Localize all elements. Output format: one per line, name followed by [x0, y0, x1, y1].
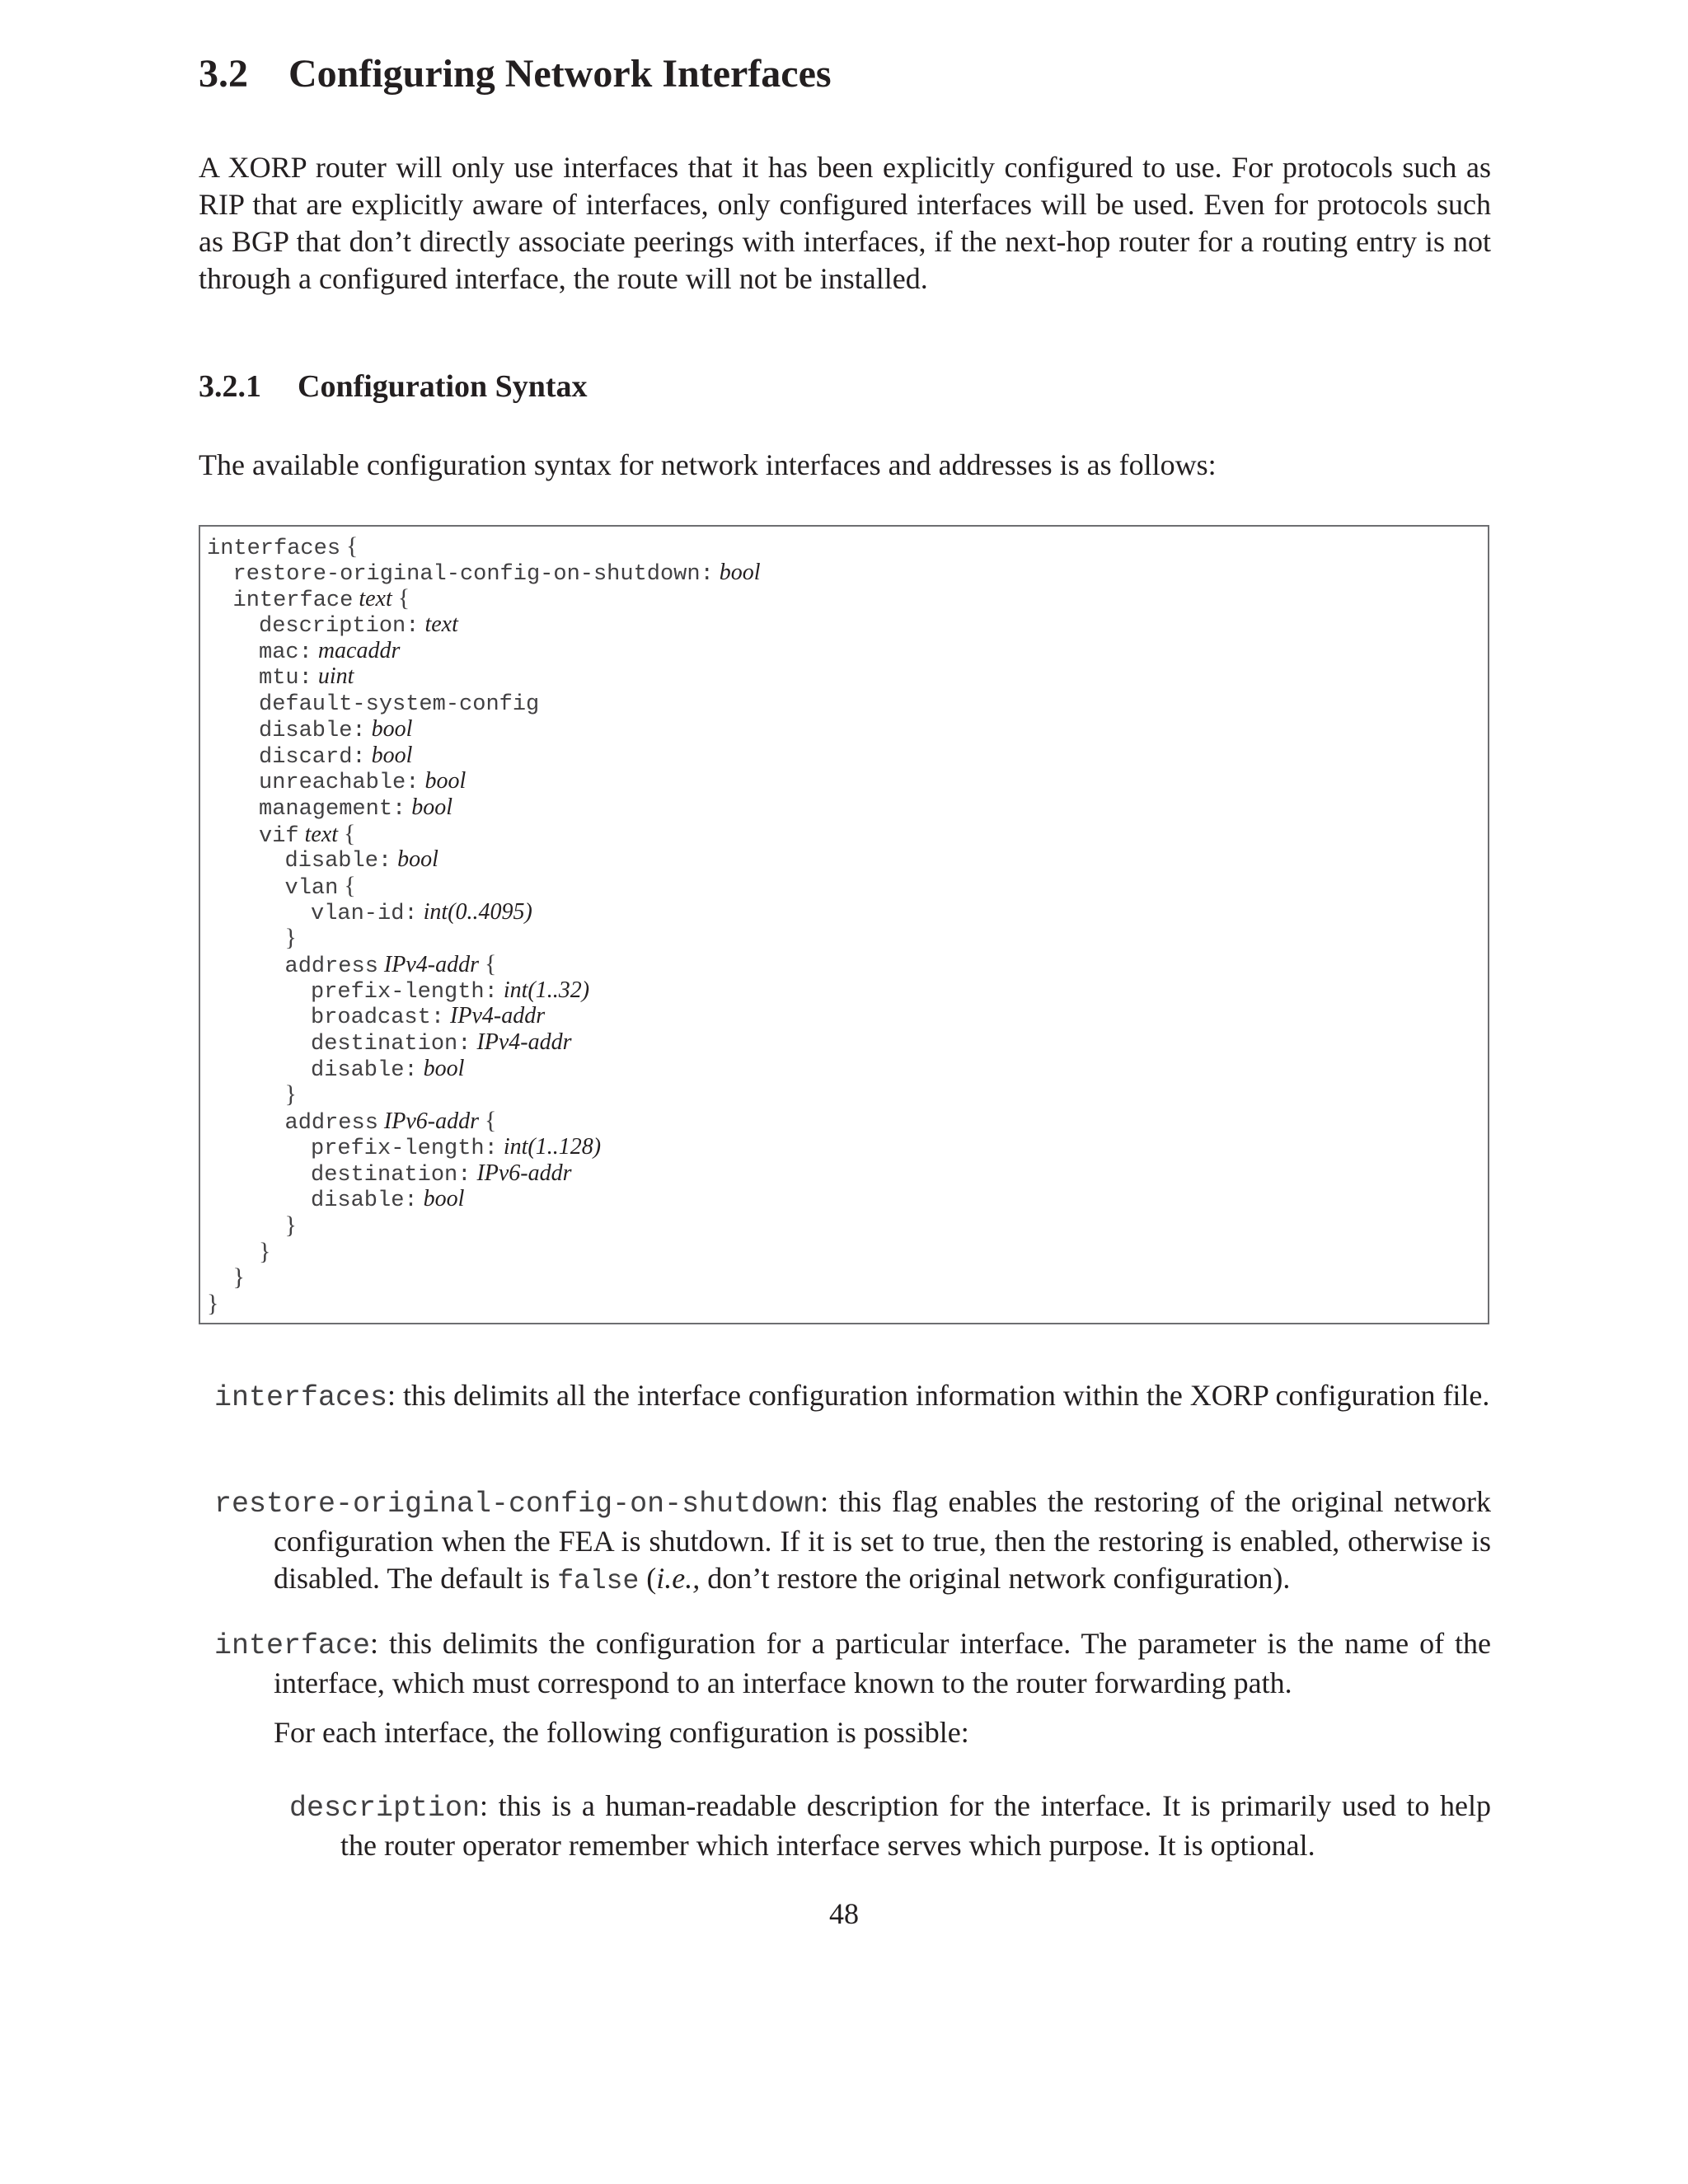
code-keyword: address: [284, 1111, 378, 1137]
code-brace: {: [485, 950, 497, 977]
definition-interfaces: [214, 1377, 1491, 1417]
definition-text: : this delimits all the interface configuration information within the XORP configuration file.: [387, 1379, 1490, 1412]
code-keyword: disable:: [311, 1188, 418, 1214]
code-line: [207, 1264, 761, 1291]
page-number: 48: [829, 1897, 859, 1930]
syntax-intro-paragraph: The available configuration syntax for network interfaces and addresses is as follows:: [199, 448, 1217, 481]
code-keyword: discard:: [259, 744, 366, 770]
intro-paragraph: A XORP router will only use interfaces that it has been explicitly configured to use. For protocols such as RIP that are explicitly aware of interfaces, only configured interfaces will be used. Even for protocols such as BGP that don’t directly associate peerings with interfaces, if the next-hop router for a routing entry is not through a configured interface, the route will not be installed.: [199, 151, 1491, 295]
configuration-syntax-code-block: [199, 525, 1489, 1324]
code-brace: {: [344, 871, 356, 899]
code-type: IPv6-addr: [383, 1108, 479, 1135]
code-brace: {: [397, 584, 410, 612]
code-type: IPv4-addr: [383, 952, 479, 977]
code-line: [207, 1029, 761, 1056]
section-heading: [199, 51, 832, 96]
code-brace: }: [207, 1289, 219, 1317]
interface-config-intro: For each interface, the following configuration is possible:: [274, 1716, 969, 1749]
code-line: [207, 690, 761, 716]
code-type: macaddr: [317, 637, 401, 663]
code-keyword: disable:: [311, 1057, 418, 1083]
code-line: [207, 1107, 761, 1137]
code-keyword: interface: [232, 588, 354, 614]
code-line: [207, 533, 761, 560]
code-brace: {: [346, 532, 359, 560]
code-line: [207, 1081, 761, 1108]
code-keyword: destination:: [311, 1162, 471, 1188]
code-line: [207, 743, 761, 769]
code-line: [207, 663, 761, 690]
subsection-number: 3.2.1: [199, 369, 261, 404]
code-line: [207, 638, 761, 664]
definition-text-ie: i.e.,: [656, 1562, 701, 1595]
code-keyword: restore-original-config-on-shutdown:: [232, 561, 714, 587]
code-keyword: mac:: [259, 640, 312, 665]
code-type: uint: [317, 663, 354, 690]
definition-term: restore-original-config-on-shutdown: [214, 1488, 821, 1521]
code-keyword: default-system-config: [259, 692, 540, 718]
code-brace: }: [284, 1211, 297, 1239]
code-keyword: destination:: [311, 1032, 471, 1057]
code-line: [207, 1056, 761, 1082]
code-line: [207, 1239, 761, 1265]
code-line: [207, 1134, 761, 1160]
code-line: [207, 1186, 761, 1212]
definition-term: interfaces: [214, 1381, 388, 1414]
code-type: text: [304, 821, 339, 847]
code-type: IPv4-addr: [450, 1003, 546, 1029]
code-type: bool: [423, 1055, 465, 1081]
code-type: IPv4-addr: [476, 1029, 572, 1056]
code-keyword: description:: [259, 614, 420, 640]
code-type: int(1..32): [503, 977, 590, 1003]
code-keyword: prefix-length:: [311, 1136, 498, 1161]
code-line: [207, 612, 761, 638]
code-type: int(0..4095): [423, 898, 532, 925]
subsection-title: Configuration Syntax: [298, 369, 588, 404]
code-type: int(1..128): [503, 1133, 602, 1160]
code-line: [207, 768, 761, 794]
code-keyword: disable:: [284, 849, 392, 874]
code-brace: }: [284, 1080, 297, 1108]
code-type: bool: [423, 1186, 465, 1212]
code-type: bool: [719, 559, 761, 585]
code-lines: [207, 533, 761, 1317]
section-number: 3.2: [199, 52, 248, 96]
code-line: [207, 899, 761, 926]
code-line: [207, 821, 761, 847]
code-line: [207, 846, 761, 873]
code-type: bool: [411, 794, 453, 820]
definition-term: description: [289, 1792, 481, 1825]
inline-code-false: false: [557, 1566, 640, 1596]
code-type: bool: [397, 846, 438, 873]
code-brace: }: [259, 1237, 271, 1265]
code-line: [207, 977, 761, 1004]
code-keyword: vlan: [284, 875, 339, 901]
code-brace: {: [485, 1107, 497, 1135]
code-keyword: address: [284, 954, 378, 979]
definition-text-after: don’t restore the original network configuration).: [700, 1562, 1291, 1595]
code-keyword: management:: [259, 796, 406, 822]
code-line: [207, 1212, 761, 1239]
definition-text: : this is a human-readable description for the interface. It is primarily used to help the router operator remember which interface serves which purpose. It is optional.: [340, 1789, 1491, 1862]
code-line: [207, 1291, 761, 1317]
definition-interface: [214, 1625, 1491, 1702]
code-keyword: unreachable:: [259, 771, 420, 796]
code-line: [207, 794, 761, 821]
code-brace: }: [284, 924, 297, 952]
code-type: text: [359, 586, 392, 612]
definition-text: : this flag enables the restoring of the original network configuration when the FEA is shutdown. If it is set to true, then the restoring is enabled, otherwise is disabled. The default is: [274, 1485, 1491, 1595]
code-line: [207, 1003, 761, 1029]
code-keyword: disable:: [259, 718, 366, 743]
code-type: bool: [371, 742, 413, 768]
code-brace: {: [344, 819, 356, 847]
code-brace: }: [232, 1263, 245, 1291]
definition-restore-original-config: [214, 1483, 1491, 1600]
code-keyword: interfaces: [207, 537, 341, 561]
code-keyword: mtu:: [259, 666, 312, 691]
code-type: bool: [371, 715, 413, 742]
definition-text-paren: (: [639, 1562, 657, 1595]
code-line: [207, 925, 761, 951]
definition-description: [289, 1788, 1491, 1864]
code-keyword: vif: [259, 823, 299, 849]
code-line: [207, 951, 761, 977]
definition-term: interface: [214, 1629, 371, 1662]
code-line: [207, 1160, 761, 1187]
section-title: Configuring Network Interfaces: [288, 52, 832, 96]
code-line: [207, 873, 761, 899]
code-keyword: vlan-id:: [311, 901, 418, 926]
code-line: [207, 560, 761, 586]
code-line: [207, 716, 761, 743]
code-type: bool: [424, 768, 467, 794]
code-type: IPv6-addr: [476, 1160, 572, 1186]
code-keyword: broadcast:: [311, 1005, 445, 1031]
code-type: text: [424, 612, 458, 638]
subsection-heading: [199, 368, 588, 405]
code-keyword: prefix-length:: [311, 979, 498, 1005]
code-line: [207, 585, 761, 612]
definition-text: : this delimits the configuration for a particular interface. The parameter is the name of the interface, which must correspond to an interface known to the router forwarding path.: [274, 1627, 1491, 1699]
